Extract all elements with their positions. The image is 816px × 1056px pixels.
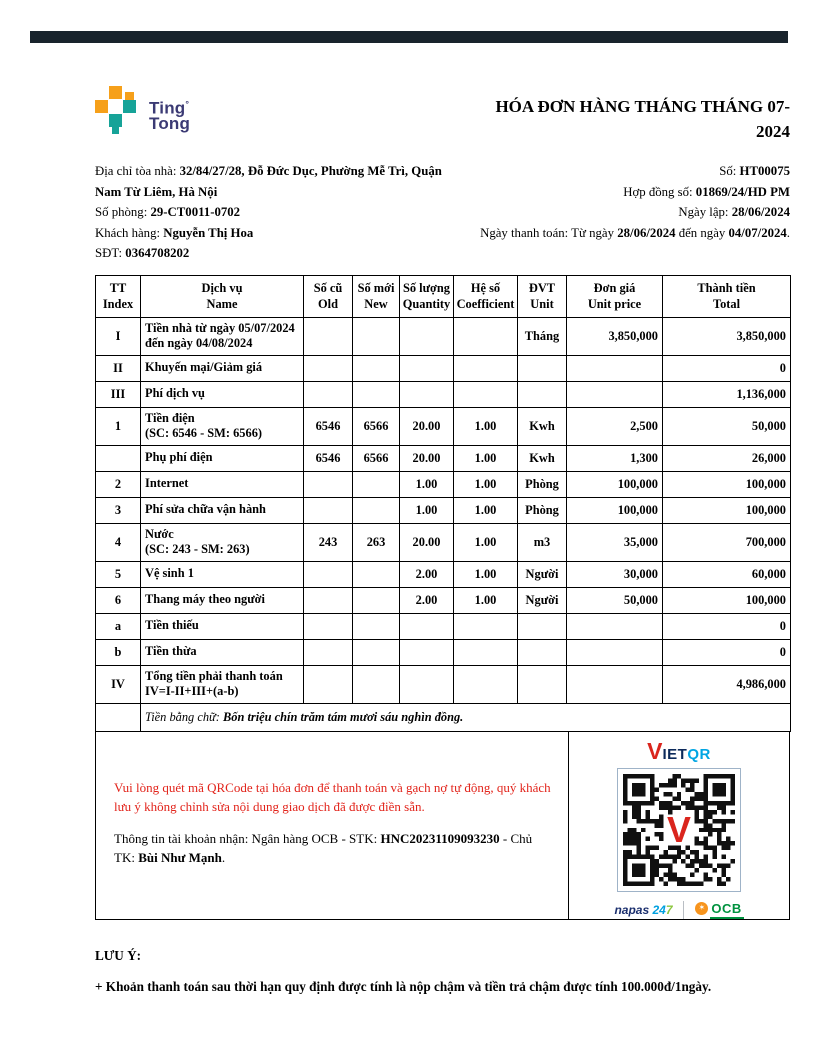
cell-coef: 1.00	[454, 407, 518, 445]
vietqr-qr: QR	[687, 745, 711, 763]
cell-price: 100,000	[567, 497, 663, 523]
cell-tt: a	[96, 613, 141, 639]
cell-total: 60,000	[663, 561, 791, 587]
cell-total: 26,000	[663, 445, 791, 471]
table-row	[96, 407, 791, 445]
cell-unit: Kwh	[518, 407, 567, 445]
building-address-line	[95, 161, 465, 181]
cell-old	[304, 497, 353, 523]
cell-unit	[518, 613, 567, 639]
phone-label: SĐT:	[95, 245, 126, 260]
cell-coef	[454, 613, 518, 639]
table-header-cell: Hệ số Coefficient	[454, 276, 518, 317]
account-info	[114, 829, 552, 868]
cell-tt: 3	[96, 497, 141, 523]
cell-total: 0	[663, 613, 791, 639]
table-header-cell: Thành tiền Total	[663, 276, 791, 317]
napas-logo	[614, 903, 672, 917]
cell-qty: 2.00	[400, 587, 454, 613]
table-row	[96, 381, 791, 407]
account-number: HNC20231109093230	[380, 830, 500, 846]
payment-network-logos	[614, 901, 743, 919]
invoice-content	[95, 86, 790, 995]
invoice-table	[95, 275, 791, 731]
cell-coef	[454, 381, 518, 407]
cell-old	[304, 381, 353, 407]
account-label: Thông tin tài khoản nhận: Ngân hàng OCB - STK:	[114, 830, 381, 846]
room-number-line	[95, 202, 465, 222]
cell-price	[567, 381, 663, 407]
cell-unit	[518, 665, 567, 703]
table-row	[96, 445, 791, 471]
address-label: Địa chỉ tòa nhà:	[95, 164, 180, 179]
table-header-cell: Số lượng Quantity	[400, 276, 454, 317]
payment-period-end: .	[786, 225, 790, 240]
table-row	[96, 355, 791, 381]
napas-7: 7	[665, 902, 673, 917]
cell-name: Tiền điện (SC: 6546 - SM: 6566)	[141, 407, 304, 445]
payment-to-value: 04/07/2024	[728, 225, 787, 240]
cell-name: Nước (SC: 243 - SM: 263)	[141, 523, 304, 561]
cell-tt: IV	[96, 665, 141, 703]
cell-coef: 1.00	[454, 497, 518, 523]
cell-tt: I	[96, 317, 141, 355]
cell-coef: 1.00	[454, 445, 518, 471]
table-header-cell: Số cũ Old	[304, 276, 353, 317]
qr-code	[617, 768, 741, 892]
payment-note-red: Vui lòng quét mã QRCode tại hóa đơn để thanh toán và gạch nợ tự động, quý khách lưu ý không chỉnh sửa nội dung giao dịch đã được điền sẵn.	[114, 779, 551, 815]
table-row	[96, 523, 791, 561]
phone-value: 0364708202	[125, 245, 190, 260]
table-row	[96, 561, 791, 587]
cell-old: 243	[304, 523, 353, 561]
cell-name: Vệ sinh 1	[141, 561, 304, 587]
cell-coef: 1.00	[454, 471, 518, 497]
customer-value: Nguyễn Thị Hoa	[163, 225, 254, 240]
cell-unit: Phòng	[518, 471, 567, 497]
cell-tt: 5	[96, 561, 141, 587]
cell-new	[353, 497, 400, 523]
table-row	[96, 497, 791, 523]
cell-price: 1,300	[567, 445, 663, 471]
cell-coef	[454, 317, 518, 355]
cell-qty: 1.00	[400, 471, 454, 497]
cell-tt: b	[96, 639, 141, 665]
cell-name: Tiền thiếu	[141, 613, 304, 639]
cell-new	[353, 471, 400, 497]
cell-tt: II	[96, 355, 141, 381]
ocb-name: OCB	[711, 900, 742, 916]
ocb-icon: ✶	[695, 902, 708, 915]
cell-empty	[96, 703, 141, 731]
svg-text:V: V	[667, 809, 691, 850]
cell-name: Tiền nhà từ ngày 05/07/2024 đến ngày 04/08/2024	[141, 317, 304, 355]
payment-period-label: Ngày thanh toán: Từ ngày	[480, 225, 618, 240]
info-block	[95, 161, 790, 265]
vietqr-iet: IET	[662, 745, 688, 763]
table-row	[96, 317, 791, 355]
cell-name: Thang máy theo người	[141, 587, 304, 613]
cell-coef	[454, 355, 518, 381]
cell-total: 50,000	[663, 407, 791, 445]
cell-name: Phí sửa chữa vận hành	[141, 497, 304, 523]
cell-tt: III	[96, 381, 141, 407]
cell-total: 100,000	[663, 587, 791, 613]
cell-new	[353, 665, 400, 703]
issue-date-line	[480, 202, 790, 222]
cell-price: 30,000	[567, 561, 663, 587]
qr-code-image	[623, 774, 735, 886]
cell-unit	[518, 381, 567, 407]
cell-tt: 6	[96, 587, 141, 613]
table-header-cell: Số mới New	[353, 276, 400, 317]
cell-qty	[400, 355, 454, 381]
issue-date-label: Ngày lập:	[678, 205, 732, 220]
cell-unit: m3	[518, 523, 567, 561]
cell-qty: 20.00	[400, 523, 454, 561]
cell-new	[353, 613, 400, 639]
payment-period-line	[480, 223, 790, 243]
cell-coef	[454, 665, 518, 703]
cell-unit	[518, 639, 567, 665]
cell-old	[304, 561, 353, 587]
brand-name-line1: Ting	[149, 98, 186, 118]
cell-total: 4,986,000	[663, 665, 791, 703]
room-value: 29-CT0011-0702	[150, 205, 241, 220]
cell-new	[353, 317, 400, 355]
amount-words-value: Bốn triệu chín trăm tám mươi sáu nghìn đồng.	[223, 709, 464, 724]
cell-qty: 20.00	[400, 445, 454, 471]
cell-coef: 1.00	[454, 587, 518, 613]
cell-qty	[400, 381, 454, 407]
cell-old	[304, 317, 353, 355]
amount-in-words-row	[96, 703, 791, 731]
cell-qty	[400, 639, 454, 665]
cell-total: 700,000	[663, 523, 791, 561]
cell-total: 1,136,000	[663, 381, 791, 407]
cell-price	[567, 613, 663, 639]
amount-in-words-cell	[141, 703, 791, 731]
cell-old	[304, 639, 353, 665]
cell-name: Khuyến mại/Giảm giá	[141, 355, 304, 381]
cell-total: 0	[663, 639, 791, 665]
tingtong-logo-icon	[95, 86, 141, 136]
cell-coef	[454, 639, 518, 665]
cell-name: Phí dịch vụ	[141, 381, 304, 407]
cell-qty: 2.00	[400, 561, 454, 587]
cell-name: Phụ phí điện	[141, 445, 304, 471]
amount-words-label: Tiền bằng chữ:	[145, 709, 223, 724]
payment-period-mid: đến ngày	[675, 225, 729, 240]
invoice-number-label: Số:	[719, 164, 740, 179]
brand-name-line2: Tong	[149, 113, 191, 133]
footer-note-title: LƯU Ý:	[95, 947, 142, 963]
table-header-cell: TT Index	[96, 276, 141, 317]
cell-price: 35,000	[567, 523, 663, 561]
ocb-logo	[694, 901, 744, 919]
contract-value: 01869/24/HD PM	[695, 184, 790, 199]
cell-price	[567, 355, 663, 381]
invoice-title: HÓA ĐƠN HÀNG THÁNG THÁNG 07-2024	[495, 97, 790, 141]
qr-panel	[568, 732, 789, 919]
payment-from-value: 28/06/2024	[617, 225, 676, 240]
holder-name: Bùi Như Mạnh	[138, 850, 222, 866]
brand-logo	[95, 86, 190, 136]
footer-note: + Khoản thanh toán sau thời hạn quy định được tính là nộp chậm và tiền trả chậm được tính 100.000đ/1ngày.	[95, 978, 712, 994]
cell-coef: 1.00	[454, 523, 518, 561]
invoice-number-value: HT00075	[739, 164, 790, 179]
cell-total: 0	[663, 355, 791, 381]
logo-divider	[683, 901, 684, 919]
cell-unit: Phòng	[518, 497, 567, 523]
cell-price: 100,000	[567, 471, 663, 497]
address-value-2: Nam Từ Liêm, Hà Nội	[95, 184, 218, 199]
cell-total: 100,000	[663, 471, 791, 497]
table-row	[96, 471, 791, 497]
cell-price	[567, 639, 663, 665]
cell-unit: Người	[518, 587, 567, 613]
header	[95, 86, 790, 144]
issue-date-value: 28/06/2024	[731, 205, 790, 220]
cell-old	[304, 587, 353, 613]
cell-tt: 2	[96, 471, 141, 497]
cell-old	[304, 355, 353, 381]
cell-name: Tiền thừa	[141, 639, 304, 665]
table-header-row	[96, 276, 791, 317]
cell-unit: Người	[518, 561, 567, 587]
table-row	[96, 639, 791, 665]
cell-new	[353, 639, 400, 665]
table-row	[96, 613, 791, 639]
table-header-cell: Dịch vụ Name	[141, 276, 304, 317]
cell-new: 263	[353, 523, 400, 561]
room-label: Số phòng:	[95, 205, 151, 220]
contract-line	[480, 182, 790, 202]
cell-price: 2,500	[567, 407, 663, 445]
cell-tt	[96, 445, 141, 471]
cell-qty	[400, 317, 454, 355]
cell-old	[304, 665, 353, 703]
cell-unit: Tháng	[518, 317, 567, 355]
table-row	[96, 587, 791, 613]
customer-line	[95, 223, 465, 243]
invoice-meta	[480, 161, 790, 243]
ocb-subline	[710, 917, 744, 919]
address-value-1: 32/84/27/28, Đỗ Đức Dục, Phường Mễ Trì, Quận	[179, 164, 442, 179]
brand-name	[149, 91, 190, 131]
cell-old	[304, 613, 353, 639]
cell-qty	[400, 665, 454, 703]
cell-price	[567, 665, 663, 703]
customer-info	[95, 161, 465, 263]
registered-mark: °	[185, 99, 190, 110]
cell-tt: 4	[96, 523, 141, 561]
holder-end: .	[221, 850, 226, 866]
cell-old: 6546	[304, 445, 353, 471]
cell-name: Tổng tiền phải thanh toán IV=I-II+III+(a-b)	[141, 665, 304, 703]
phone-line	[95, 243, 465, 263]
cell-unit: Kwh	[518, 445, 567, 471]
vietqr-v: V	[647, 737, 663, 764]
cell-tt: 1	[96, 407, 141, 445]
cell-new: 6566	[353, 407, 400, 445]
contract-label: Hợp đồng số:	[623, 184, 696, 199]
cell-new	[353, 381, 400, 407]
cell-new	[353, 561, 400, 587]
payment-section	[95, 732, 790, 920]
cell-new: 6566	[353, 445, 400, 471]
cell-coef: 1.00	[454, 561, 518, 587]
cell-name: Internet	[141, 471, 304, 497]
napas-word: napas	[614, 902, 653, 917]
footer-notes	[95, 948, 790, 995]
cell-qty	[400, 613, 454, 639]
cell-new	[353, 355, 400, 381]
cell-price: 50,000	[567, 587, 663, 613]
invoice-number-line	[480, 161, 790, 181]
top-rule	[30, 31, 788, 43]
cell-old	[304, 471, 353, 497]
cell-qty: 1.00	[400, 497, 454, 523]
table-header-cell: ĐVT Unit	[518, 276, 567, 317]
vietqr-logo	[647, 737, 711, 764]
cell-unit	[518, 355, 567, 381]
cell-total: 3,850,000	[663, 317, 791, 355]
cell-qty: 20.00	[400, 407, 454, 445]
payment-note-box	[96, 732, 568, 919]
cell-new	[353, 587, 400, 613]
customer-label: Khách hàng:	[95, 225, 164, 240]
napas-24: 24	[652, 902, 666, 917]
holder-label: - Chủ TK:	[114, 830, 533, 866]
cell-total: 100,000	[663, 497, 791, 523]
table-header-cell: Đơn giá Unit price	[567, 276, 663, 317]
cell-price: 3,850,000	[567, 317, 663, 355]
building-address-line-2	[95, 182, 465, 202]
cell-old: 6546	[304, 407, 353, 445]
table-row	[96, 665, 791, 703]
